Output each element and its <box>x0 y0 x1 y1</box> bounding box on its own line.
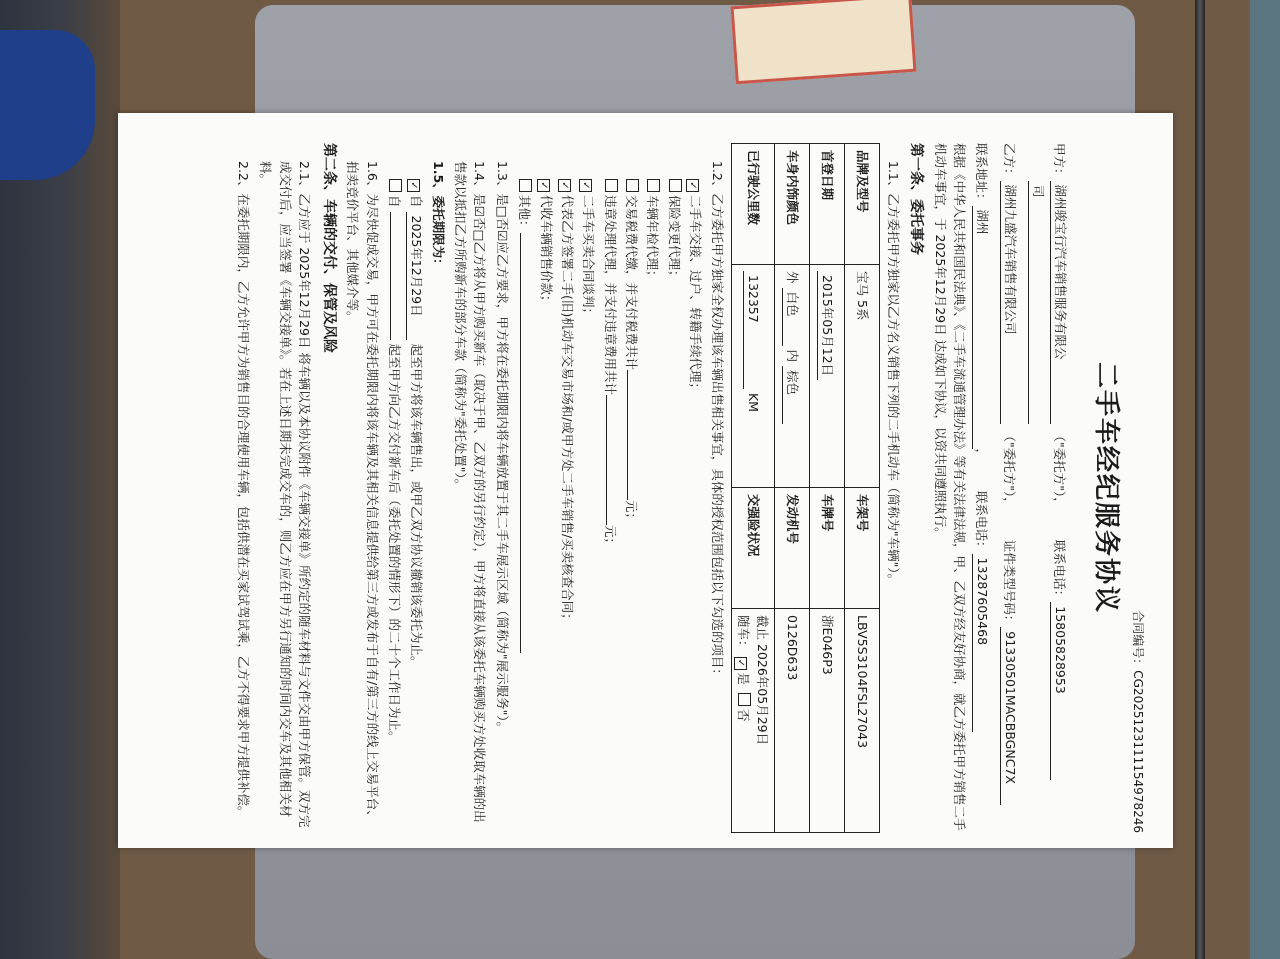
background-cable <box>1195 0 1205 959</box>
vehicle-table <box>731 143 881 833</box>
option-row: 违章处理代理，并支付违章费用共计元； <box>600 179 619 833</box>
option-checkbox[interactable] <box>605 179 618 192</box>
vin-label: 车架号 <box>845 488 880 609</box>
insurance-value: 截止 2026年05月29日 随车： ✓是 否 <box>731 609 775 833</box>
option-checkbox[interactable]: ✓ <box>686 179 699 192</box>
contract-paper <box>118 113 1173 848</box>
option-row: ✓二手车交接、过户、转籍手续代理； <box>686 179 705 833</box>
option-checkbox[interactable] <box>626 179 639 192</box>
vin-value: LBV5S3104FSL27043 <box>845 609 880 833</box>
clause-1-3: 1.3、是□否☑应乙方要求，甲方将在委托期限内将车辆放置于其二手车展示区域（简称为"展示服务"）。 <box>494 161 510 735</box>
section-1-title: 第一条、委托事务 <box>908 143 925 255</box>
option-row: 其他： <box>515 179 534 833</box>
option-row: 车辆年检代理； <box>643 179 662 833</box>
term-option-2: 自 起至甲方向乙方交付新车后（委托处置的情形下）的二十个工作日为止。 <box>385 143 404 833</box>
address-value: 湖州 <box>972 206 992 449</box>
reg-date-label: 首登日期 <box>810 144 845 265</box>
option-row: 保险变更代理； <box>664 179 683 833</box>
party-a-name-cont: 司 <box>1028 143 1050 833</box>
color-value: 外 白色 内 棕色 <box>775 265 810 488</box>
mileage-value: 132357 KM <box>731 265 775 488</box>
party-b-name: 湖州九盛汽车销售有限公司 <box>1000 181 1020 424</box>
plate-value: 浙E046P3 <box>810 609 845 833</box>
option-checkbox[interactable]: ✓ <box>558 179 571 192</box>
plate-label: 车牌号 <box>810 488 845 609</box>
reg-date-value: 2015年05月12日 <box>810 265 845 488</box>
color-label: 车身内饰颜色 <box>775 144 810 265</box>
clause-1-5-title: 1.5、委托期限为： <box>430 161 446 271</box>
page-title: 二手车经纪服务协议 <box>1091 361 1122 614</box>
engine-label: 发动机号 <box>775 488 810 609</box>
option-row: 交易税费代缴，并支付税费共计元； <box>622 179 641 833</box>
address-phone: 13287605468 <box>972 554 992 732</box>
clause-2-1: 2.1、乙方应于 2025年12月29日 将车辆以及本协议附件《车辆交接单》所约定的随车材料与文件交由甲方保管。双方完成交付后，应当签署《车辆交接单》。若在上述日期未完成交车的，则乙方应在甲方另行通知的时间内交车及其他相关材料。 <box>258 161 313 828</box>
option-checkbox[interactable]: ✓ <box>537 179 550 192</box>
option-checkbox[interactable] <box>519 179 532 192</box>
clause-1-4: 1.4、是☑否□乙方将从甲方购买新车（取决于甲、乙双方的另行约定），甲方将直接从该委托车辆购买方处收取车辆的出售款以抵扣乙方所购新车的部分车款（简称为"委托处置"）。 <box>453 161 488 823</box>
background-edge <box>1250 0 1280 959</box>
option-checkbox[interactable] <box>669 179 682 192</box>
intro-paragraph: 根据《中华人民共和国民法典》、《二手车流通管理办法》等有关法律法规，甲、乙双方经友好协商，就乙方委托甲方销售二手机动车事宜，于 2025年12月29日 达成如下协议，以资共同遵照执行。 <box>932 143 968 831</box>
party-a-phone: 15805828953 <box>1050 602 1070 780</box>
party-a-name: 湖州骏宝行汽车销售服务有限公 <box>1050 181 1070 424</box>
engine-value: 0126D633 <box>775 609 810 833</box>
authorization-options <box>515 143 705 833</box>
option-checkbox[interactable] <box>647 179 660 192</box>
mileage-label: 已行驶公里数 <box>731 144 775 265</box>
party-a-row: 甲方： 湖州骏宝行汽车销售服务有限公 （"委托方"）， 联系电话： 15805828953 <box>1050 143 1078 833</box>
term-2-checkbox[interactable] <box>389 179 402 192</box>
background-shoe <box>0 30 95 180</box>
clause-1-6: 1.6、为尽快促成交易，甲方可在委托期限内将该车辆及其相关信息提供给第三方或发布于自有/第三方的线上交易平台、拍卖竞价平台、其他媒介等。 <box>345 161 380 823</box>
brand-label: 品牌及型号 <box>845 144 880 265</box>
option-row: ✓代收车辆销售价款； <box>536 179 555 833</box>
clause-1-2: 1.2、乙方委托甲方独家全权办理该车辆出售相关事宜，具体的授权范围包括以下勾选的项目： <box>709 161 725 681</box>
insurance-no-checkbox[interactable] <box>738 693 751 706</box>
contract-number: 合同编号：CG2025123111154978246 <box>1131 610 1145 833</box>
clause-1-1: 1.1、乙方委托甲方独家以乙方名义销售下列的二手机动车（简称为"车辆"）。 <box>885 161 901 587</box>
option-checkbox[interactable]: ✓ <box>579 179 592 192</box>
address-row: 联系地址： 湖州 ， 联系电话： 13287605468 <box>972 143 1000 833</box>
sticky-label <box>730 0 916 84</box>
option-row: ✓代表乙方签署二手(旧)机动车交易市场和/或甲方处二手车销售/买卖核查合同； <box>558 179 577 833</box>
term-1-checkbox[interactable]: ✓ <box>407 179 420 192</box>
section-2-title: 第二条、车辆的交付、保管及风险 <box>320 143 337 353</box>
term-option-1: ✓自 2025年12月29日 起至甲方将该车辆售出，或甲乙双方协议撤销该委托为止。 <box>406 143 426 833</box>
party-b-row: 乙方： 湖州九盛汽车销售有限公司 （"委托方"）， 证件类型号码： 91330501MACBBGNC7X <box>1000 143 1028 833</box>
party-b-id: 91330501MACBBGNC7X <box>1000 627 1020 805</box>
clause-2-2: 2.2、在委托期限内，乙方允许甲方为销售目的合理使用车辆，包括供潜在买家试驾试乘，乙方不得要求甲方提供补偿。 <box>235 161 251 819</box>
option-row: ✓二手车买卖合同谈判； <box>579 179 598 833</box>
insurance-yes-checkbox[interactable]: ✓ <box>734 657 747 670</box>
insurance-label: 交强险状况 <box>731 488 775 609</box>
brand-value: 宝马 5系 <box>845 265 880 488</box>
